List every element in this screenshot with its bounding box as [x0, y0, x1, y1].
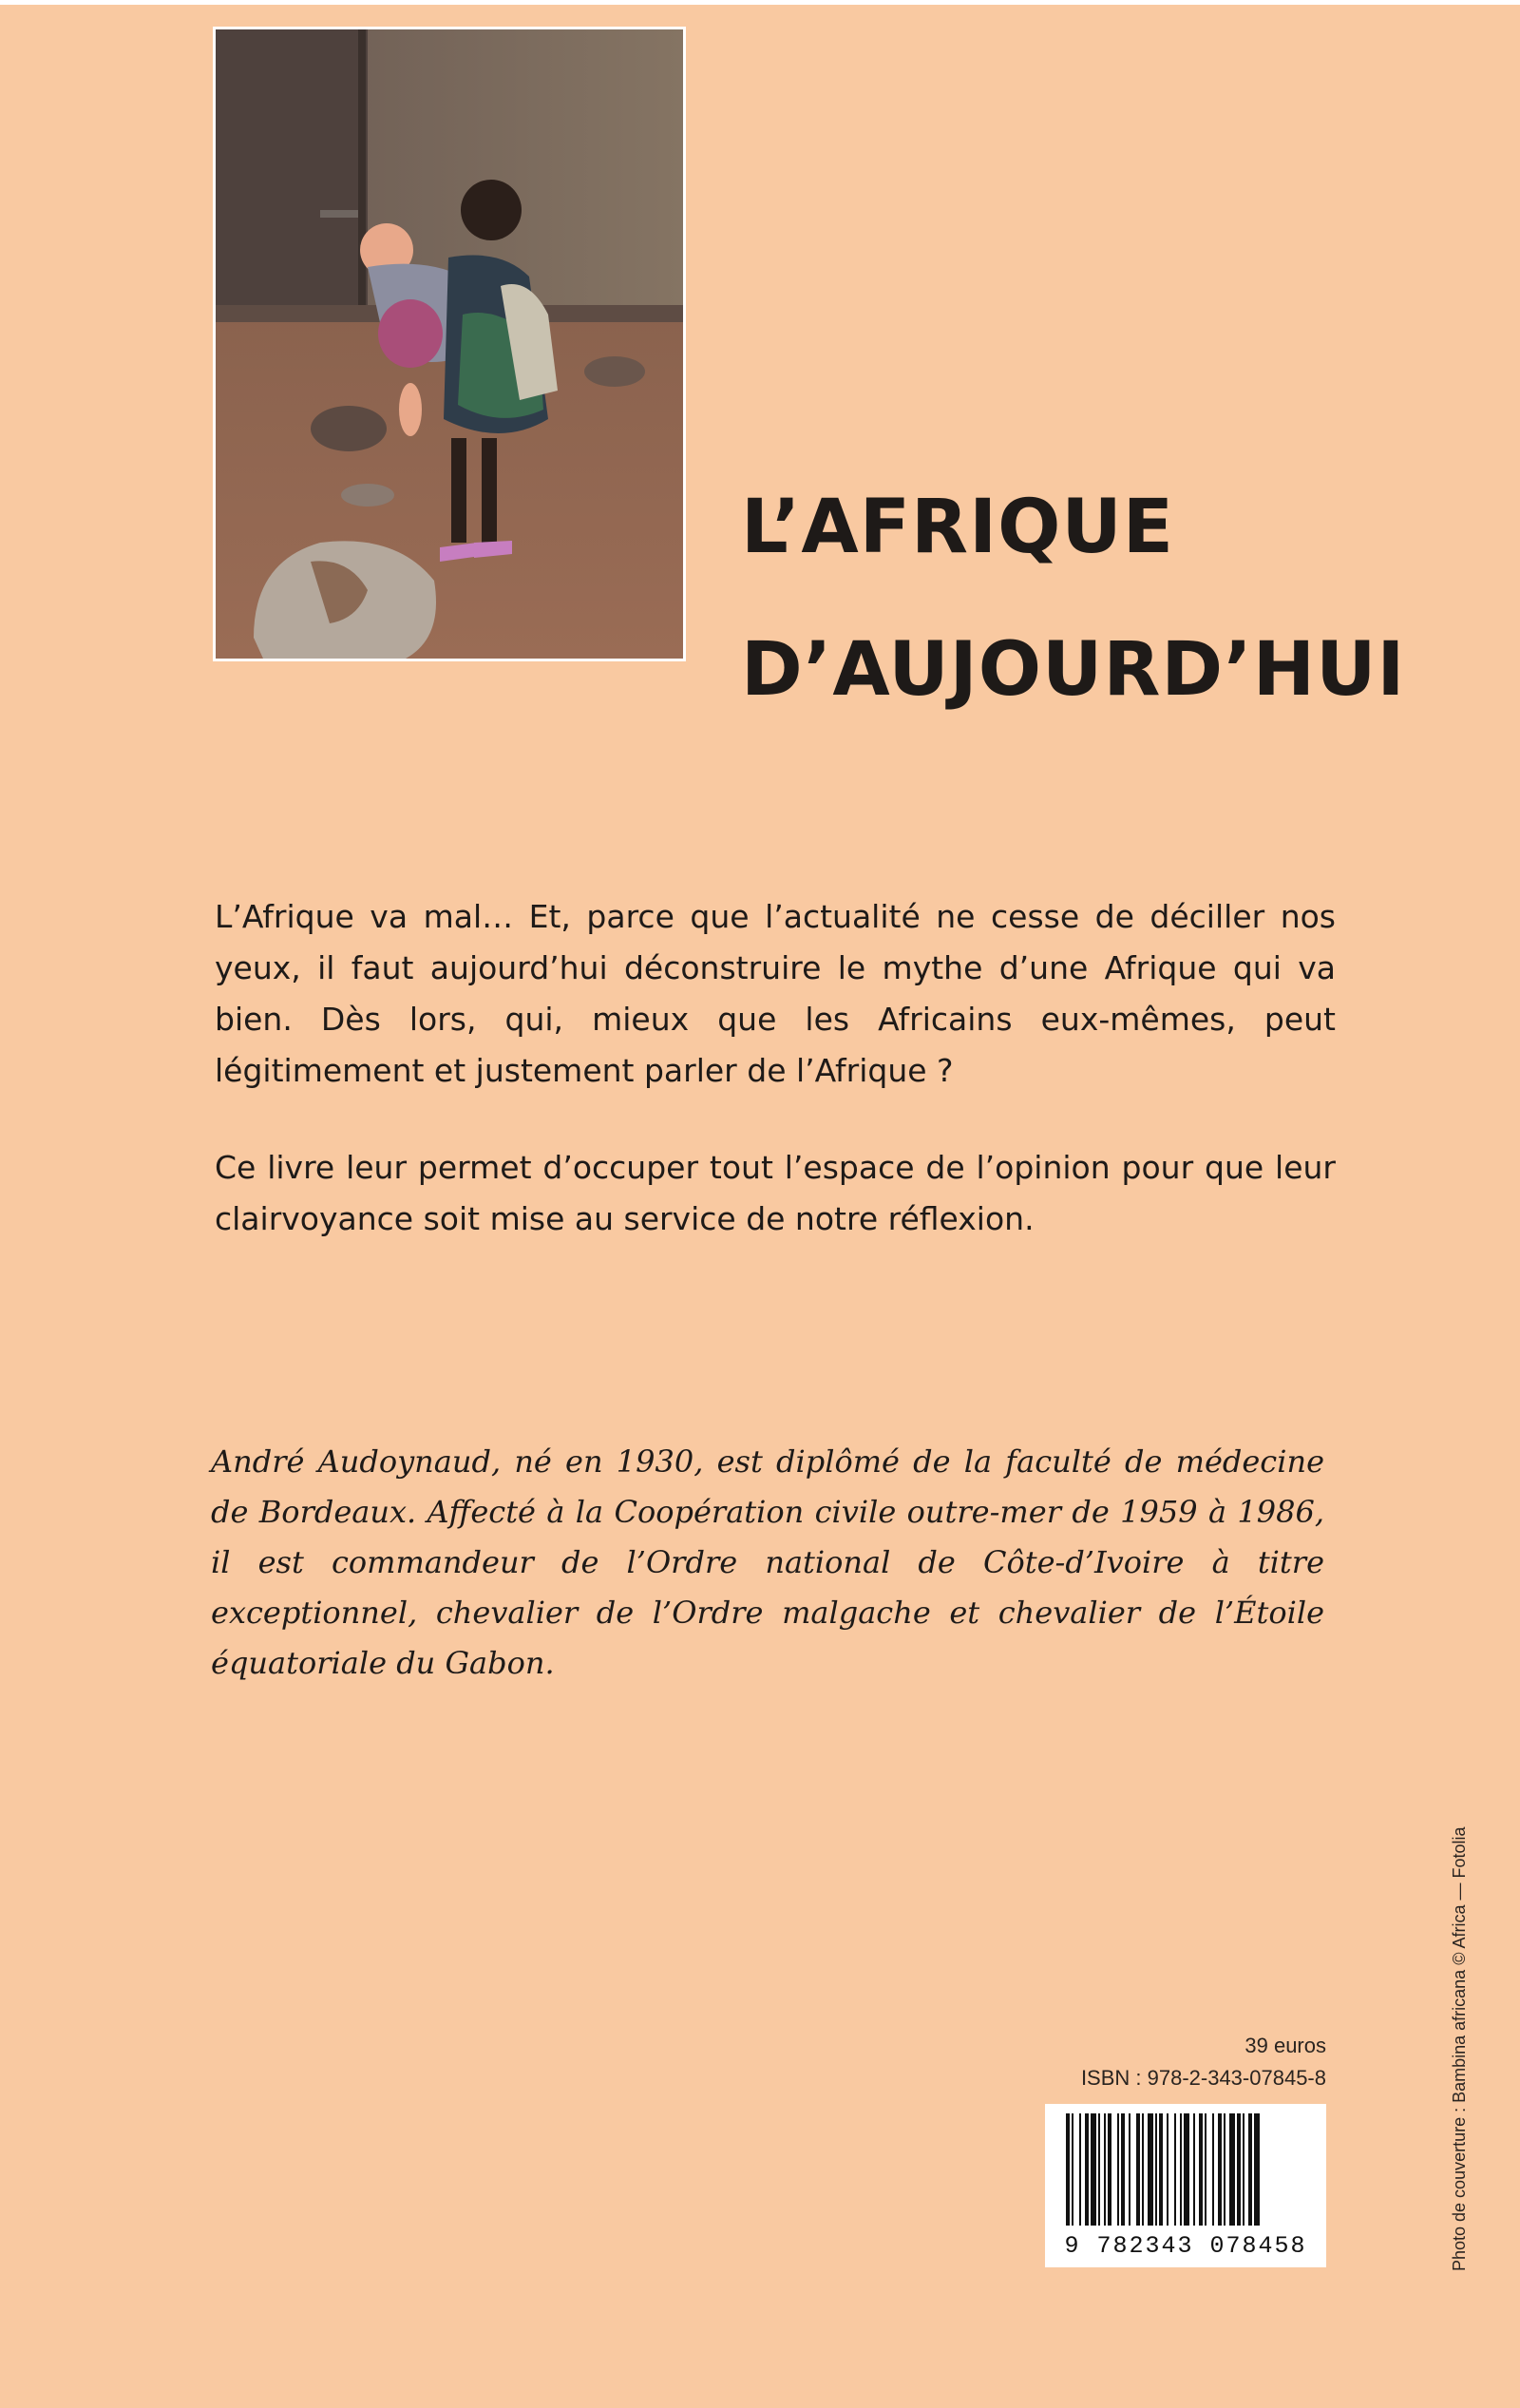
- barcode-bar: [1212, 2113, 1214, 2226]
- price: 39 euros: [1244, 2034, 1326, 2057]
- barcode-bar: [1121, 2113, 1125, 2226]
- barcode-bar: [1193, 2113, 1195, 2226]
- barcode-bar: [1155, 2113, 1157, 2226]
- barcode-bar: [1205, 2113, 1206, 2226]
- barcode: [1045, 2104, 1326, 2267]
- barcode-bar: [1167, 2113, 1168, 2226]
- barcode-bar: [1184, 2113, 1189, 2226]
- barcode-bar: [1159, 2113, 1163, 2226]
- barcode-bar: [1117, 2113, 1119, 2226]
- barcode-digits: 9 782343 078458: [1064, 2232, 1307, 2260]
- cover-photo: [213, 27, 686, 661]
- barcode-bar: [1136, 2113, 1140, 2226]
- barcode-bar: [1091, 2113, 1096, 2226]
- barcode-bar: [1254, 2113, 1260, 2226]
- barcode-bar: [1142, 2113, 1144, 2226]
- author-bio: André Audoynaud, né en 1930, est diplômé de la faculté de médecine de Bordeaux. Affecté à la Coopération civile outre-mer de 1959 à 1986, il est commandeur de l’Ordre national de Côte-d’Ivoire à titre exceptionnel, chevalier de l’Ordre malgache et chevalier de l’Étoile équatoriale du Gabon.: [211, 1443, 1324, 1681]
- title-line-2: D’AUJOURD’HUI: [741, 627, 1406, 713]
- book-title: [741, 456, 1463, 741]
- title-line-1: L’AFRIQUE: [741, 485, 1175, 570]
- barcode-bar: [1229, 2113, 1235, 2226]
- barcode-bar: [1066, 2113, 1070, 2226]
- barcode-bar: [1072, 2113, 1074, 2226]
- barcode-bar: [1237, 2113, 1241, 2226]
- barcode-bar: [1079, 2113, 1081, 2226]
- barcode-bar: [1199, 2113, 1203, 2226]
- barcode-bar: [1174, 2113, 1176, 2226]
- barcode-bar: [1148, 2113, 1153, 2226]
- barcode-bar: [1180, 2113, 1182, 2226]
- barcode-bar: [1104, 2113, 1106, 2226]
- blurb-paragraph-2: Ce livre leur permet d’occuper tout l’espace de l’opinion pour que leur clairvoyance soit mise au service de notre réflexion.: [215, 1149, 1336, 1237]
- barcode-bars: [1062, 2113, 1309, 2227]
- barcode-bar: [1248, 2113, 1252, 2226]
- barcode-bar: [1108, 2113, 1112, 2226]
- isbn: ISBN : 978-2-343-07845-8: [1080, 2066, 1326, 2090]
- barcode-bar: [1218, 2113, 1222, 2226]
- barcode-bar: [1243, 2113, 1244, 2226]
- top-edge-line: [0, 0, 1520, 5]
- barcode-bar: [1085, 2113, 1089, 2226]
- barcode-bar: [1224, 2113, 1226, 2226]
- photo-credit: Photo de couverture : Bambina africana © Africa — Fotolia: [1450, 1826, 1469, 2271]
- barcode-bar: [1098, 2113, 1100, 2226]
- blurb-paragraph-1: L’Afrique va mal… Et, parce que l’actualité ne cesse de déciller nos yeux, il faut aujourd’hui déconstruire le mythe d’une Afrique qui va bien. Dès lors, qui, mieux que les Africains eux-mêmes, peut légitimement et justement parler de l’Afrique ?: [215, 898, 1336, 1089]
- barcode-bar: [1129, 2113, 1130, 2226]
- cover-photo-illustration: [216, 29, 683, 659]
- book-blurb: [215, 891, 1336, 1290]
